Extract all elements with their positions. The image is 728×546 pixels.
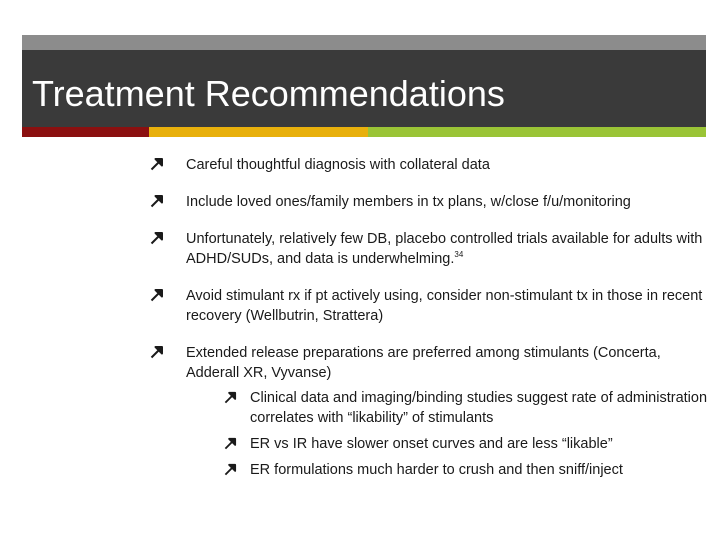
arrow-bullet-icon — [150, 194, 164, 208]
arrow-bullet-icon — [224, 437, 237, 450]
sub-bullet-item — [186, 388, 710, 428]
accent-segment-red — [22, 127, 149, 137]
accent-segment-yellow — [149, 127, 368, 137]
sub-bullet-item — [186, 434, 710, 454]
sub-bullet-text: ER vs IR have slower onset curves and are less “likable” — [250, 436, 613, 452]
sub-bullet-text: ER formulations much harder to crush and then sniff/inject — [250, 462, 623, 478]
sub-bullet-item — [186, 460, 710, 480]
citation-superscript: 34 — [454, 250, 464, 260]
bullet-text: Include loved ones/family members in tx plans, w/close f/u/monitoring — [186, 194, 631, 210]
title-bar — [22, 50, 706, 127]
slide-content — [150, 155, 710, 497]
bullet-text: Careful thoughtful diagnosis with collateral data — [186, 157, 490, 173]
arrow-bullet-icon — [150, 345, 164, 359]
bullet-item — [150, 343, 710, 480]
bullet-list — [150, 155, 710, 480]
slide-title: Treatment Recommendations — [32, 73, 505, 114]
bullet-item — [150, 192, 710, 212]
accent-bar — [22, 127, 706, 137]
arrow-bullet-icon — [224, 463, 237, 476]
bullet-item — [150, 155, 710, 175]
arrow-bullet-icon — [150, 231, 164, 245]
bullet-item — [150, 286, 710, 326]
bullet-text: Extended release preparations are preferred among stimulants (Concerta, Adderall XR, Vyvanse) — [186, 345, 661, 381]
bullet-text: Unfortunately, relatively few DB, placebo controlled trials available for adults with ADHD/SUDs, and data is underwhelming. — [186, 231, 703, 267]
arrow-bullet-icon — [150, 288, 164, 302]
sub-bullet-text: Clinical data and imaging/binding studies suggest rate of administration correlates with “likability” of stimulants — [250, 390, 708, 426]
bullet-text: Avoid stimulant rx if pt actively using, consider non-stimulant tx in those in recent recovery (Wellbutrin, Strattera) — [186, 288, 703, 324]
arrow-bullet-icon — [224, 391, 237, 404]
bullet-item — [150, 229, 710, 269]
sub-bullet-list — [186, 388, 710, 480]
accent-segment-green — [368, 127, 706, 137]
top-strip — [22, 35, 706, 50]
arrow-bullet-icon — [150, 157, 164, 171]
